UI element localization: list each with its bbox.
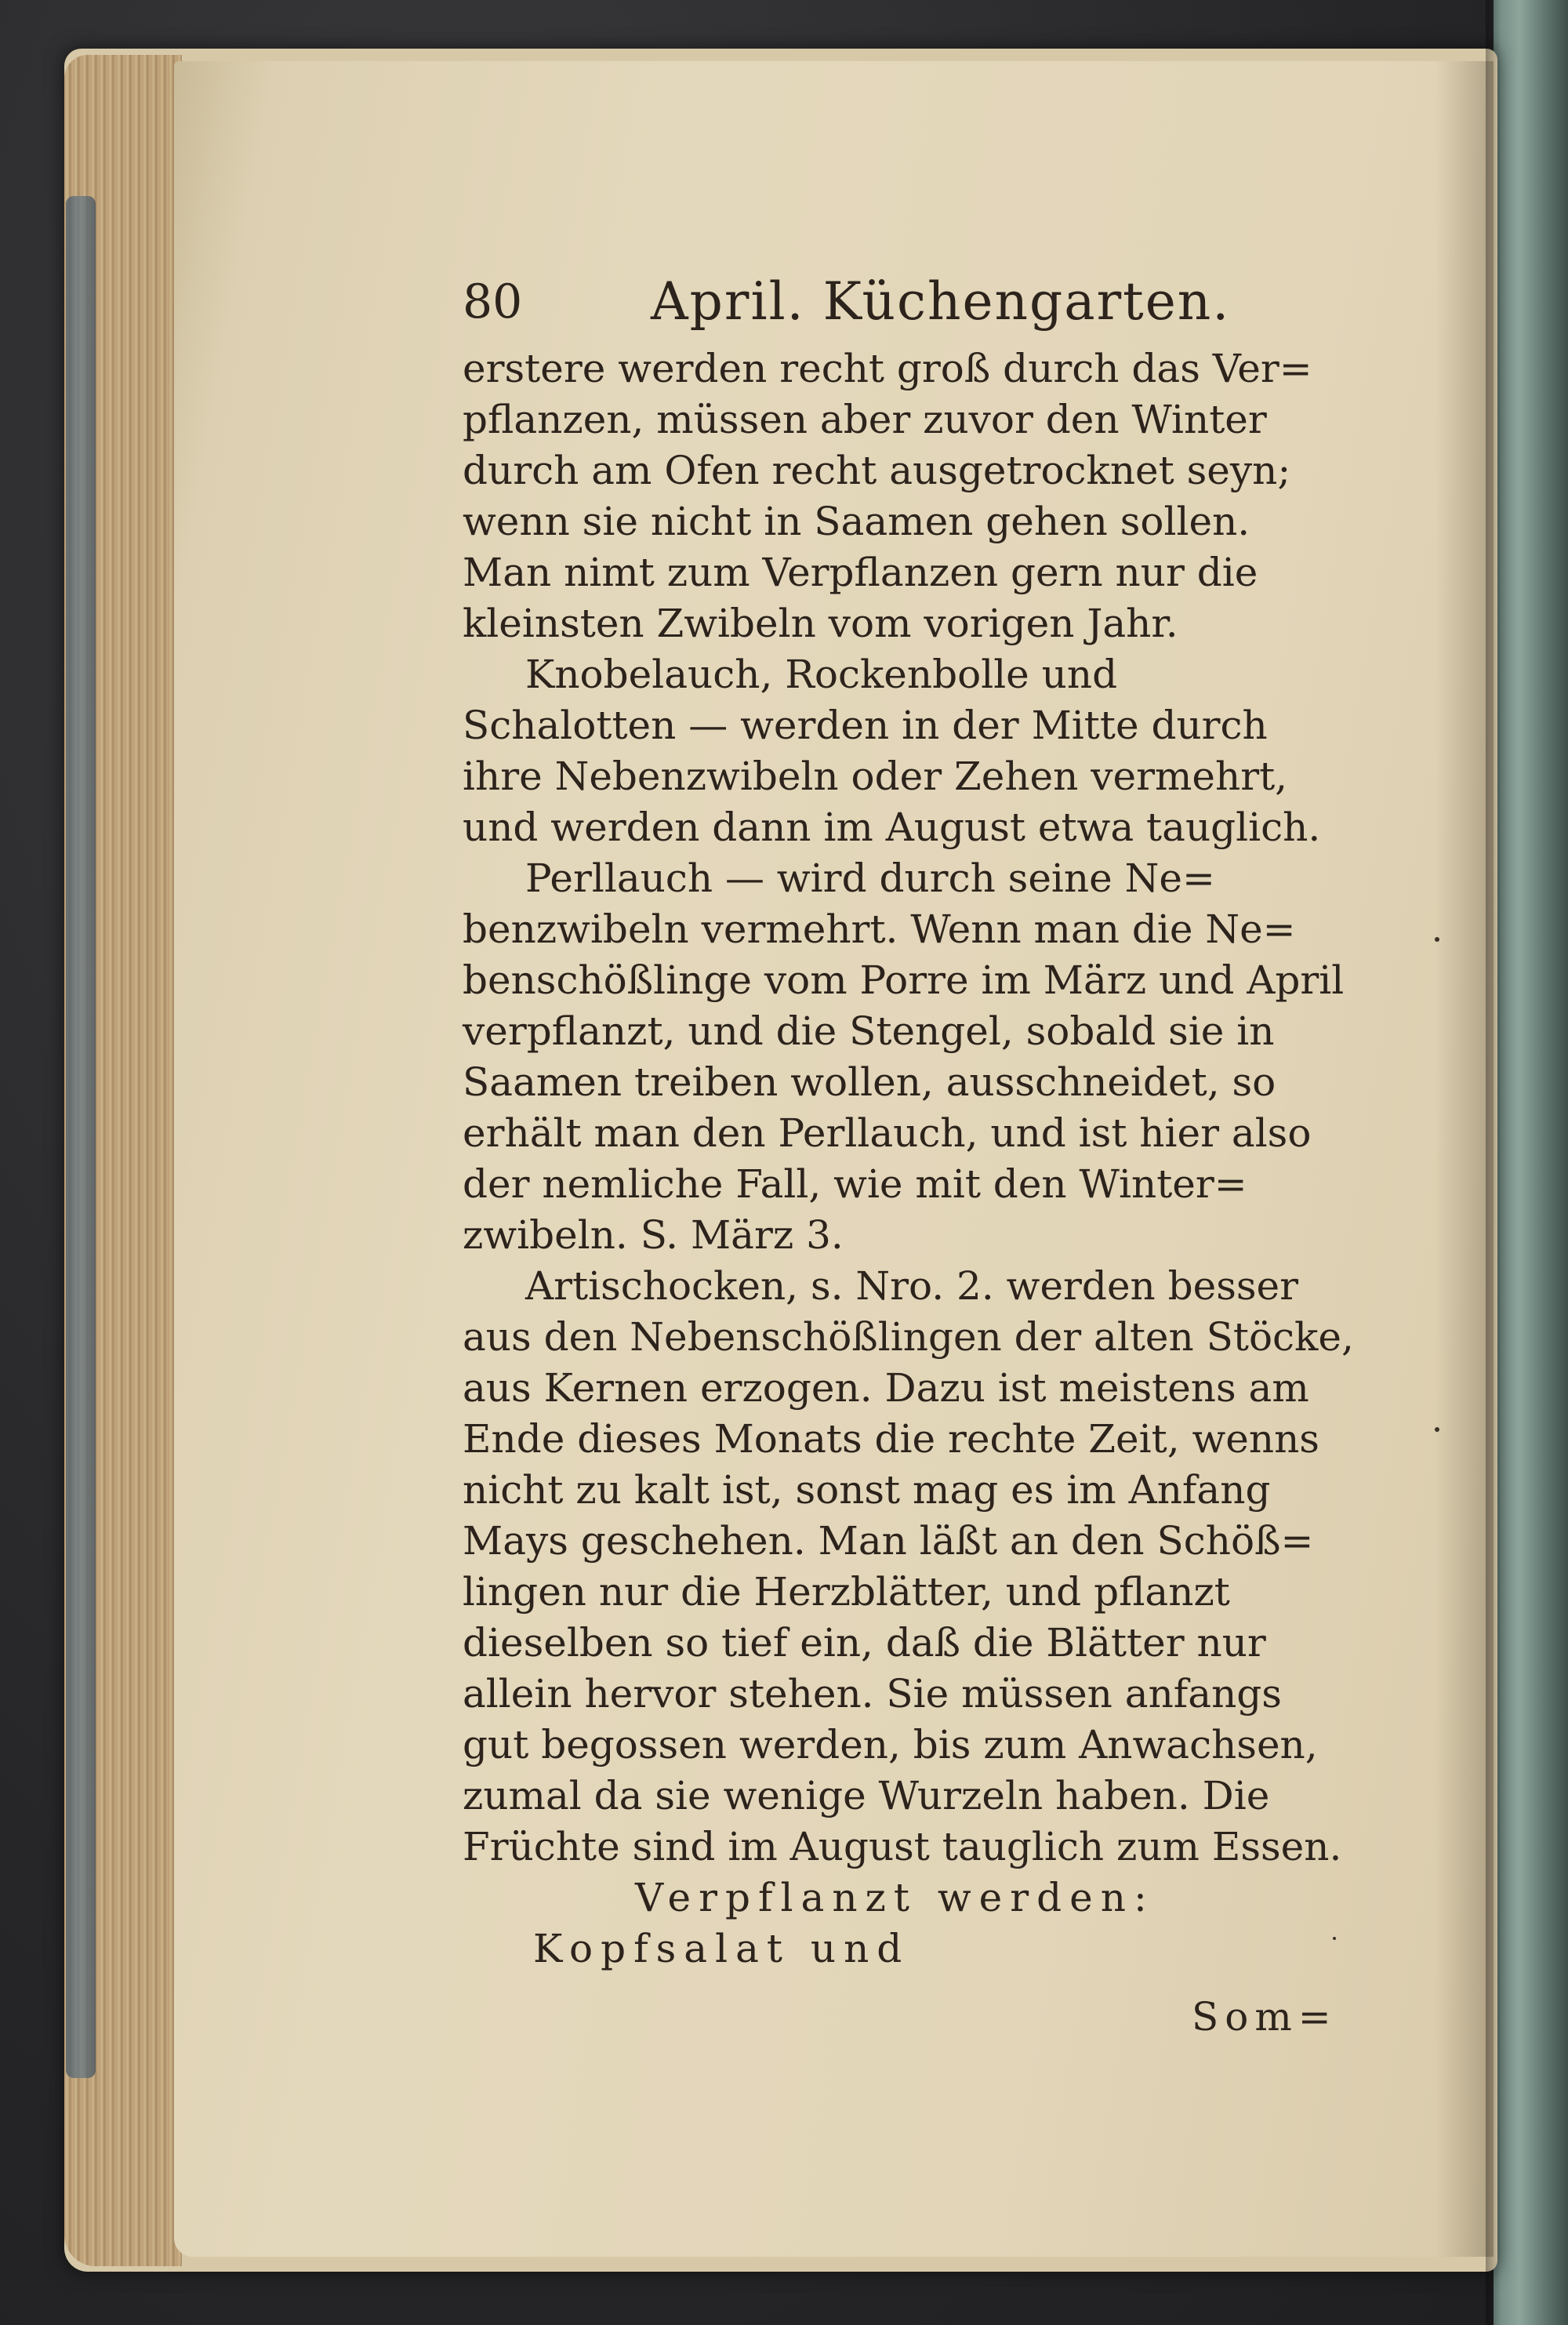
- paper-speck: [1333, 1937, 1336, 1940]
- text-line: erhält man den Perllauch, und ist hier also: [463, 1110, 1312, 1156]
- paper-speck: [1435, 1427, 1439, 1432]
- text-line: Saamen treiben wollen, ausschneidet, so: [463, 1059, 1276, 1105]
- book-cover-edge: [1494, 0, 1568, 2325]
- text-line: der nemliche Fall, wie mit den Winter=: [463, 1161, 1247, 1207]
- text-line: Knobelauch, Rockenbolle und: [525, 652, 1118, 697]
- text-line: Artischocken, s. Nro. 2. werden besser: [525, 1263, 1299, 1309]
- text-line: zwibeln. S. März 3.: [463, 1212, 844, 1258]
- text-line: benschößlinge vom Porre im März und April: [463, 957, 1345, 1003]
- text-line: allein hervor stehen. Sie müssen anfangs: [463, 1671, 1282, 1717]
- running-head: April. Küchengarten.: [651, 271, 1231, 332]
- text-line: kleinsten Zwibeln vom vorigen Jahr.: [463, 601, 1178, 646]
- text-line: zumal da sie wenige Wurzeln haben. Die: [463, 1773, 1270, 1818]
- text-line: wenn sie nicht in Saamen gehen sollen.: [463, 499, 1250, 544]
- page-header: [463, 259, 1482, 345]
- catchword: Som=: [1192, 1994, 1338, 2040]
- text-line: aus den Nebenschößlingen der alten Stöcke,: [463, 1314, 1354, 1360]
- text-line: Perllauch — wird durch seine Ne=: [525, 856, 1215, 901]
- text-line: lingen nur die Herzblätter, und pflanzt: [463, 1569, 1230, 1615]
- text-line: Ende dieses Monats die rechte Zeit, wenns: [463, 1416, 1319, 1462]
- text-line: benzwibeln vermehrt. Wenn man die Ne=: [463, 906, 1296, 952]
- cover-shadow: [1486, 0, 1501, 2325]
- text-line: durch am Ofen recht ausgetrocknet seyn;: [463, 448, 1291, 493]
- text-line: Man nimt zum Verpflanzen gern nur die: [463, 550, 1258, 595]
- text-line: und werden dann im August etwa tauglich.: [463, 805, 1321, 850]
- page-number: 80: [463, 274, 523, 329]
- paper-speck: [1435, 937, 1439, 942]
- marbled-edge: [66, 196, 96, 2078]
- text-line: erstere werden recht groß durch das Ver=: [463, 346, 1312, 391]
- text-line: aus Kernen erzogen. Dazu ist meistens am: [463, 1365, 1309, 1411]
- text-line: Früchte sind im August tauglich zum Essen.: [463, 1824, 1342, 1869]
- section-heading: Verpflanzt werden:: [635, 1875, 1155, 1920]
- text-line: pflanzen, müssen aber zuvor den Winter: [463, 397, 1267, 442]
- text-line: verpflanzt, und die Stengel, sobald sie in: [463, 1008, 1275, 1054]
- list-item: Kopfsalat und: [533, 1926, 910, 1971]
- text-line: Schalotten — werden in der Mitte durch: [463, 703, 1268, 748]
- text-line: gut begossen werden, bis zum Anwachsen,: [463, 1722, 1318, 1767]
- text-line: Mays geschehen. Man läßt an den Schöß=: [463, 1518, 1314, 1564]
- text-line: ihre Nebenzwibeln oder Zehen vermehrt,: [463, 754, 1288, 799]
- text-line: nicht zu kalt ist, sonst mag es im Anfang: [463, 1467, 1271, 1513]
- text-line: dieselben so tief ein, daß die Blätter nur: [463, 1620, 1266, 1666]
